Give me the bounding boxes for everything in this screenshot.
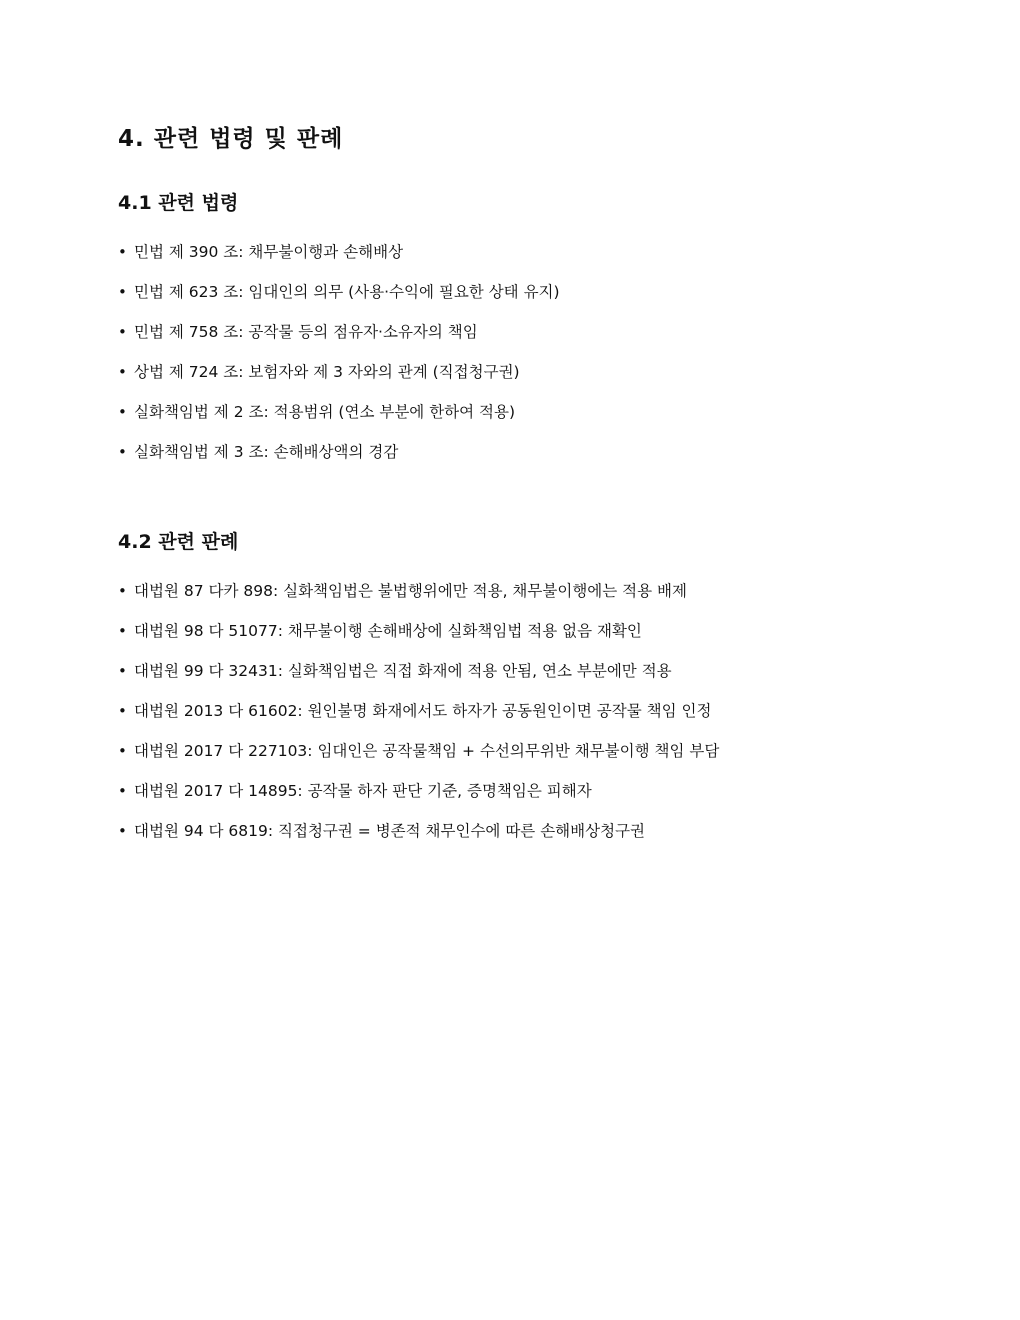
bullet-icon: • (118, 363, 127, 381)
bullet-icon: • (118, 702, 127, 720)
bullet-icon: • (118, 822, 127, 840)
list-item-text: 실화책임법 제 2 조: 적용범위 (연소 부분에 한하여 적용) (134, 403, 516, 421)
list-item-text: 대법원 98 다 51077: 채무불이행 손해배상에 실화책임법 적용 없음 재확인 (134, 622, 642, 640)
list-item (118, 698, 719, 738)
list-item (118, 359, 560, 399)
bullet-icon: • (118, 622, 127, 640)
list-item (118, 618, 719, 658)
list-item-text: 대법원 2017 다 227103: 임대인은 공작물책임 + 수선의무위반 채무불이행 책임 부담 (134, 742, 720, 760)
list-item-text: 민법 제 623 조: 임대인의 의무 (사용·수익에 필요한 상태 유지) (134, 283, 560, 301)
list-item (118, 658, 719, 698)
list-item (118, 399, 560, 439)
list-item-text: 민법 제 758 조: 공작물 등의 점유자·소유자의 책임 (134, 323, 478, 341)
list-item (118, 319, 560, 359)
list-item-text: 대법원 99 다 32431: 실화책임법은 직접 화재에 적용 안됨, 연소 부분에만 적용 (134, 662, 672, 680)
list-item (118, 439, 560, 479)
list-item-text: 대법원 94 다 6819: 직접청구권 = 병존적 채무인수에 따른 손해배상청구권 (134, 822, 646, 840)
section-title-statutes: 4.1 관련 법령 (118, 192, 239, 214)
list-item-text: 상법 제 724 조: 보험자와 제 3 자와의 관계 (직접청구권) (134, 363, 520, 381)
list-item-text: 대법원 87 다카 898: 실화책임법은 불법행위에만 적용, 채무불이행에는 적용 배제 (134, 582, 687, 600)
list-item (118, 578, 719, 618)
precedent-list (118, 578, 719, 858)
page-title: 4. 관련 법령 및 판례 (118, 126, 344, 152)
bullet-icon: • (118, 283, 127, 301)
bullet-icon: • (118, 742, 127, 760)
statute-list (118, 239, 560, 479)
list-item-text: 민법 제 390 조: 채무불이행과 손해배상 (134, 243, 404, 261)
bullet-icon: • (118, 782, 127, 800)
list-item (118, 818, 719, 858)
bullet-icon: • (118, 662, 127, 680)
list-item (118, 738, 719, 778)
list-item-text: 대법원 2017 다 14895: 공작물 하자 판단 기준, 증명책임은 피해자 (134, 782, 592, 800)
list-item-text: 실화책임법 제 3 조: 손해배상액의 경감 (134, 443, 399, 461)
bullet-icon: • (118, 323, 127, 341)
bullet-icon: • (118, 403, 127, 421)
bullet-icon: • (118, 243, 127, 261)
list-item-text: 대법원 2013 다 61602: 원인불명 화재에서도 하자가 공동원인이면 공작물 책임 인정 (134, 702, 712, 720)
section-title-precedents: 4.2 관련 판례 (118, 531, 239, 553)
list-item (118, 778, 719, 818)
list-item (118, 239, 560, 279)
bullet-icon: • (118, 582, 127, 600)
bullet-icon: • (118, 443, 127, 461)
list-item (118, 279, 560, 319)
